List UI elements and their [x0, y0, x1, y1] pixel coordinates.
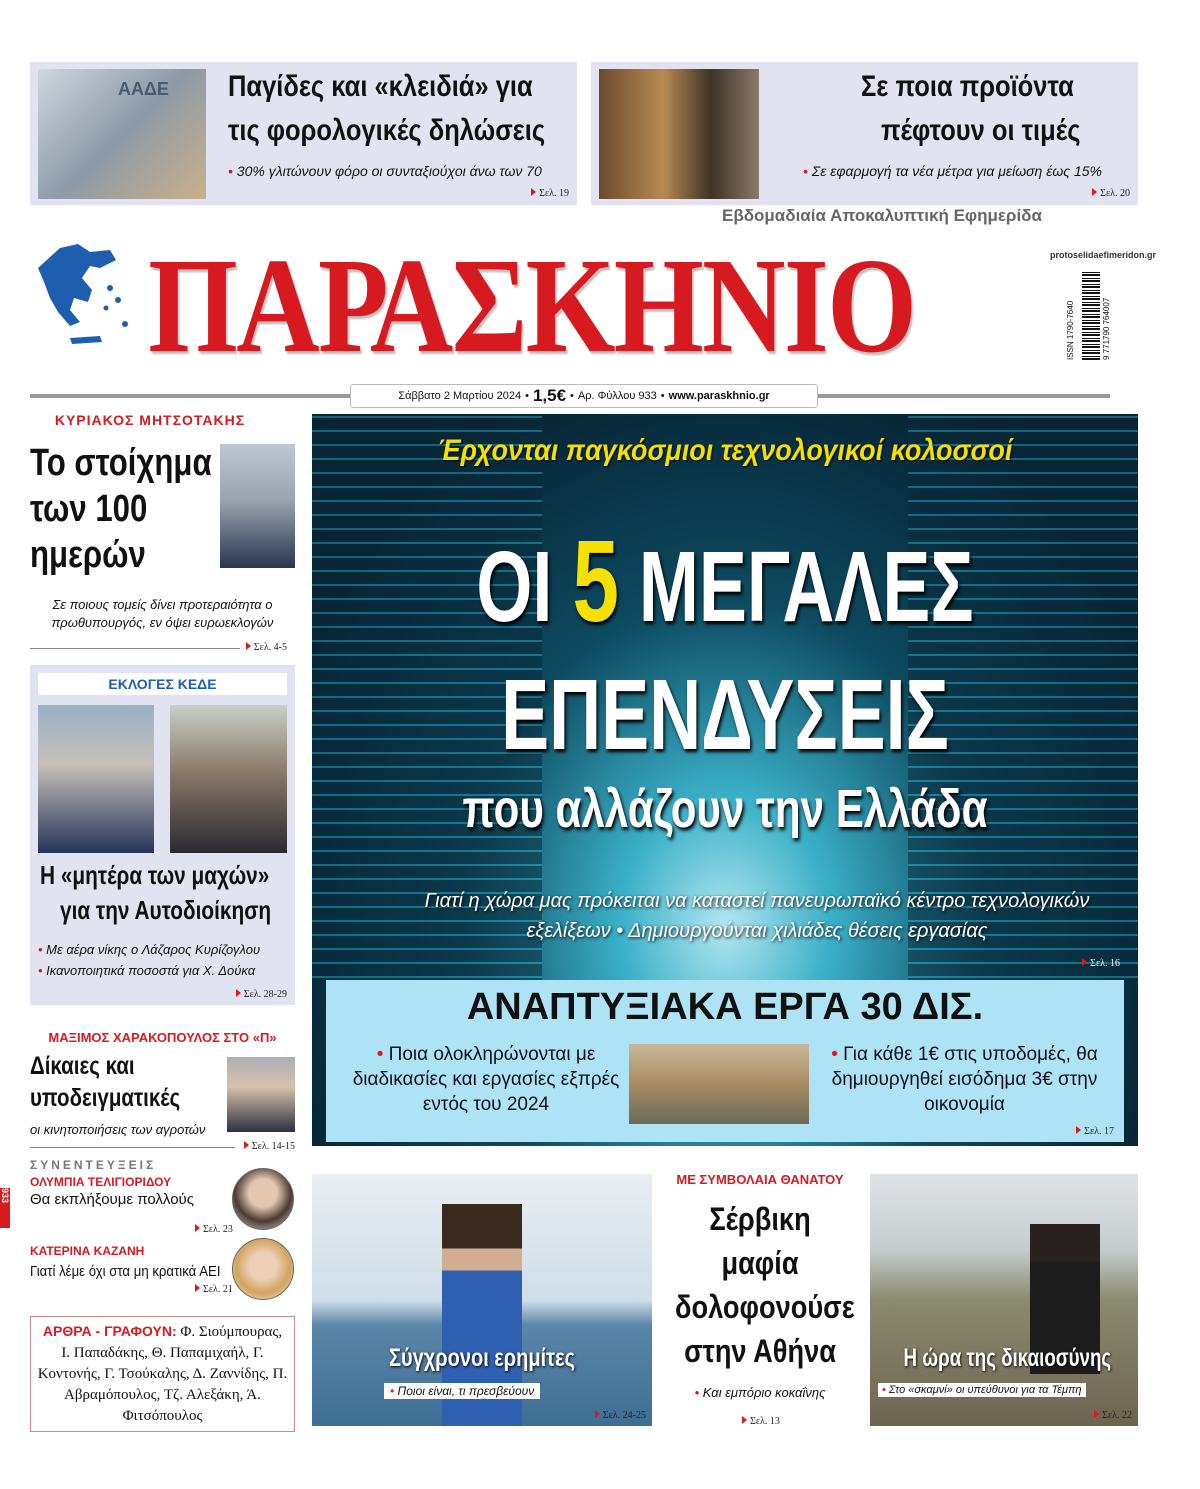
main-story[interactable] [312, 414, 1138, 1146]
headline-2: των 100 [30, 488, 148, 530]
headline-2: υποδειγματικές [30, 1084, 181, 1112]
bullet-text: • Και εμπόριο κοκαΐνης [660, 1385, 860, 1400]
authors-list: Φ. Σιούμπουρας, Ι. Παπαδάκης, Θ. Παπαμιχαήλ, Γ. Κοντονής, Γ. Τσούκαλης, Δ. Ζαννίδης, Π. Αβραμόπουλος, Τζ. Αλεξάκη, Ά. Φιτσόπουλος [37, 1324, 288, 1424]
greece-map-icon [30, 238, 140, 348]
headline-word-2: ΜΕΓΑΛΕΣ [638, 531, 974, 643]
main-bullets: Γιατί η χώρα μας πρόκειται να καταστεί πανευρωπαϊκό κέντρο τεχνολογικών εξελίξεων • Δημιουργούνται χιλιάδες θέσεις εργασίας [424, 890, 1090, 942]
issue-date: Σάββατο 2 Μαρτίου 2024 [398, 390, 522, 402]
date-bar: Σάββατο 2 Μαρτίου 2024 • 1,5€ • Αρ. Φύλλου 933 • www.paraskhnio.gr [350, 384, 818, 408]
page-ref: Σελ. 4-5 [246, 642, 287, 653]
page-ref: Σελ. 22 [1094, 1410, 1132, 1421]
left-story-pm[interactable] [30, 412, 295, 655]
kicker: ΚΥΡΙΑΚΟΣ ΜΗΤΣΟΤΑΚΗΣ [54, 412, 246, 428]
left-story-kede[interactable] [30, 665, 295, 1005]
left-story-charakopoulos[interactable] [30, 1030, 295, 1155]
headline-word: ΟΙ [476, 531, 553, 643]
bullet-text-2: • Ικανοποιητικά ποσοστά για Χ. Δούκα [38, 963, 255, 978]
bullet-text: • Με αέρα νίκης ο Λάζαρος Κυρίζογλου [38, 942, 260, 957]
articles-box [30, 1316, 295, 1432]
bullet-text: • Σε εφαρμογή τα νέα μέτρα για μείωση έως 15% [803, 163, 1102, 179]
headline: Η ώρα της δικαιοσύνης [903, 1344, 1112, 1372]
main-headline-2: ΕΠΕΝΔΥΣΕΙΣ [501, 659, 949, 771]
main-headline-3: που αλλάζουν την Ελλάδα [462, 779, 988, 839]
interview-quote-2[interactable]: Γιατί λέμε όχι στα μη κρατικά ΑΕΙ [30, 1263, 221, 1280]
issn-text: ISSN 1790-7640 [1066, 300, 1075, 360]
price: 1,5€ [532, 386, 567, 405]
issue-number: Αρ. Φύλλου 933 [577, 390, 657, 402]
watermark: protoselidaefimeridon.gr [1050, 250, 1157, 260]
sub-bullet-left: • Ποια ολοκληρώνονται με διαδικασίες και εργασίες εξπρές εντός του 2024 [346, 1042, 626, 1117]
tax-photo [38, 69, 206, 199]
page-ref-2: Σελ. 17 [1076, 1126, 1114, 1137]
interviewee-name: ΟΛΥΜΠΙΑ ΤΕΛΙΓΙΟΡΙΔΟΥ [30, 1175, 172, 1189]
teligioridou-photo [232, 1168, 294, 1230]
page-ref: Σελ. 16 [1082, 958, 1120, 969]
page-ref: Σελ. 24-25 [595, 1410, 646, 1421]
headline-2: για την Αυτοδιοίκηση [60, 895, 272, 925]
bullet-text: • 30% γλιτώνουν φόρο οι συνταξιούχοι άνω των 70 [228, 163, 542, 179]
issue-side-tab: 933 [0, 1188, 10, 1228]
bottom-story-hermits[interactable] [312, 1174, 652, 1426]
headline-number: 5 [572, 516, 619, 646]
interviewee-name-2: ΚΑΤΕΡΙΝΑ ΚΑΖΑΝΗ [30, 1244, 145, 1258]
main-headline [428, 514, 1023, 648]
page-ref: Σελ. 28-29 [236, 989, 287, 1000]
page-ref: Σελ. 20 [1092, 188, 1130, 199]
barcode [1082, 272, 1100, 360]
headline-3: δολοφονούσε [675, 1289, 855, 1325]
divider [30, 1147, 235, 1148]
divider [30, 648, 240, 649]
sub-bullet-right: • Για κάθε 1€ στις υποδομές, θα δημιουργηθεί εισόδημα 3€ στην οικονομία [822, 1042, 1107, 1117]
bullet-text: • Ποιοι είναι, τι πρεσβεύουν [384, 1383, 540, 1399]
supermarket-photo [599, 69, 759, 199]
headline: Δίκαιες και [30, 1052, 135, 1080]
top-right-banner[interactable] [591, 62, 1138, 205]
barcode-number: 9 771790 764007 [1102, 297, 1111, 360]
tagline: Εβδομαδιαία Αποκαλυπτική Εφημερίδα [722, 206, 1042, 225]
kyrizoglou-photo [38, 705, 154, 853]
kicker: ΕΚΛΟΓΕΣ ΚΕΔΕ [38, 673, 287, 695]
interview-quote[interactable]: Θα εκπλήξουμε πολλούς [30, 1191, 194, 1208]
page-ref: Σελ. 13 [742, 1416, 780, 1427]
kazani-photo [232, 1238, 294, 1300]
page-ref: Σελ. 14-15 [244, 1141, 295, 1152]
headline-4: στην Αθήνα [684, 1333, 836, 1369]
newspaper-title: ΠΑΡΑΣΚΗΝΙΟ [148, 231, 916, 381]
top-left-banner[interactable] [30, 62, 577, 205]
website-link[interactable]: www.paraskhnio.gr [668, 390, 770, 402]
page-ref: Σελ. 19 [531, 188, 569, 199]
subheadline: οι κινητοποιήσεις των αγροτών [30, 1122, 206, 1137]
photo-sign-text: ΑΑΔΕ [118, 79, 169, 99]
infrastructure-box[interactable] [326, 980, 1124, 1142]
headline-2: πέφτουν οι τιμές [881, 114, 1081, 147]
page-ref: Σελ. 23 [195, 1224, 233, 1235]
construction-photo [629, 1044, 809, 1124]
headline: Η «μητέρα των μαχών» [40, 860, 270, 890]
headline: Σέρβικη [709, 1201, 811, 1237]
page-ref-2: Σελ. 21 [195, 1284, 233, 1295]
headline-2: μαφία [721, 1245, 799, 1281]
mitsotakis-photo [220, 444, 295, 568]
interviews-section [30, 1158, 295, 1306]
section-label: ΣΥΝΕΝΤΕΥΞΕΙΣ [30, 1158, 157, 1172]
subheadline: Σε ποιους τομείς δίνει προτεραιότητα ο πρωθυπουργός, εν όψει ευρωεκλογών [51, 597, 274, 630]
headline-3: ημερών [30, 534, 146, 576]
kicker: ΜΕ ΣΥΜΒΟΛΑΙΑ ΘΑΝΑΤΟΥ [676, 1172, 844, 1187]
main-kicker: Έρχονται παγκόσμιοι τεχνολογικοί κολοσσοί [437, 434, 1013, 467]
bullet-text: • Στο «σκαμνί» οι υπεύθυνοι για τα Τέμπη [878, 1383, 1086, 1397]
charakopoulos-photo [227, 1057, 295, 1132]
headline: Παγίδες και «κλειδιά» για [228, 70, 533, 103]
sub-headline: ΑΝΑΠΤΥΞΙΑΚΑ ΕΡΓΑ 30 ΔΙΣ. [466, 986, 984, 1028]
headline: Σύγχρονοι ερημίτες [388, 1344, 576, 1372]
headline: Σε ποια προϊόντα [861, 70, 1074, 103]
headline: Το στοίχημα [30, 442, 212, 484]
headline-2: τις φορολογικές δηλώσεις [228, 114, 546, 147]
bottom-story-mafia[interactable] [660, 1172, 860, 1432]
doukas-photo [170, 705, 287, 853]
kicker: ΜΑΞΙΜΟΣ ΧΑΡΑΚΟΠΟΥΛΟΣ ΣΤΟ «Π» [48, 1030, 277, 1045]
articles-label: ΑΡΘΡΑ - ΓΡΑΦΟΥΝ: [42, 1323, 177, 1339]
bottom-story-tempi[interactable] [870, 1174, 1138, 1426]
